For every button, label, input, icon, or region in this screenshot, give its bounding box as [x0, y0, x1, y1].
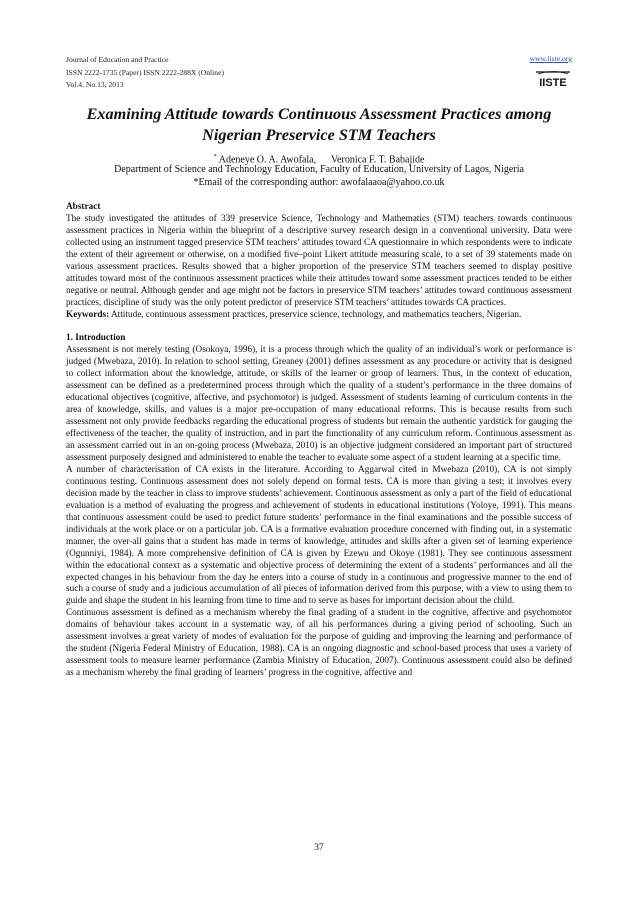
- journal-name: Journal of Education and Practice: [66, 55, 169, 64]
- author-names: Adeneye O. A. Awofala, Veronica F. T. Babajide: [218, 154, 425, 166]
- journal-issn: ISSN 2222-1735 (Paper) ISSN 2222-288X (Online): [66, 67, 224, 77]
- intro-paragraph: Continuous assessment is defined as a mechanism whereby the final grading of a student in the cognitive, affective and psychomotor domains of behaviour takes account in a systematic way, of all his performances during a giving period of schooling. Such an assessment involves a great variety of modes of evaluation for the purpose of guiding and improving the learning and performance of the student (Nigeria Federal Ministry of Education, 1988). CA is an ongoing diagnostic and school-based process that uses a variety of assessment tools to measure learner performance (Zambia Ministry of Education, 2007). Continuous assessment could also be defined as a mechanism whereby the final grading of learners’ progress in the cognitive, affective and: [66, 608, 572, 679]
- journal-website-link[interactable]: www.iiste.org: [529, 54, 572, 63]
- intro-paragraph: Assessment is not merely testing (Osokoya, 1996), it is a process through which the quality of an individual’s work or performance is judged (Mwebaza, 2010). In relation to school setting, Greaney (2001) defines assessment as any procedure or activity that is designed to collect information about the knowledge, attitude, or skills of the learner or group of learners. Thus, in the context of education, assessment can be defined as a predetermined process through which the quality of a student’s performance in the three domains of educational objectives (cognitive, affective, and psychomotor) is judged. Assessment of students learning of curriculum contents in the area of knowledge, skills, and values is a major pre-occupation of many educational reforms. This is because results from such assessment not only provide feedbacks regarding the educational progress of students but remain the authentic yardstick for gauging the effectiveness of the teacher, the quality of instruction, and in part the functionality of any curriculum reform. Continuous assessment as an assessment carried out in an on-going process (Mwebaza, 2010) is an objective judgment considered an important part of structured assessment purposely designed and administered to enable the teacher to evaluate some aspect of a student learning at a specific time.: [66, 345, 572, 463]
- keywords: [66, 310, 572, 322]
- corresponding-email: *Email of the corresponding author: awofalaaoa@yahoo.co.uk: [193, 177, 445, 188]
- page-number: 37: [314, 843, 324, 853]
- journal-header: [66, 54, 224, 92]
- keywords-text: Attitude, continuous assessment practices, preservice science, technology, and mathematics teachers, Nigerian.: [110, 309, 522, 320]
- corresponding-marker: *: [213, 153, 217, 160]
- introduction-heading: 1. Introduction: [66, 333, 126, 344]
- paper-title: Examining Attitude towards Continuous Assessment Practices among Nigerian Preservice STM Teachers: [86, 105, 552, 144]
- paper-body: [66, 202, 572, 680]
- abstract-heading: Abstract: [66, 202, 101, 212]
- iiste-logo: [534, 69, 572, 89]
- affiliation: Department of Science and Technology Education, Faculty of Education, University of Lagos, Nigeria: [114, 164, 524, 175]
- keywords-label: Keywords:: [66, 309, 110, 320]
- journal-volume: Vol.4, No.13, 2013: [66, 80, 124, 89]
- logo-text: IISTE: [539, 77, 567, 89]
- abstract-text: The study investigated the attitudes of 339 preservice Science, Technology and Mathematics (STM) teachers towards continuous assessment practices in Nigeria within the blueprint of a descriptive survey research design in a conventional university. Data were collected using an instrument tagged preservice STM teachers’ attitudes toward CA questionnaire in which respondents were to indicate the extent of their agreement or otherwise, on a modified five–point Likert attitude measuring scale, to a set of 39 statements made on various assessment practices. Results showed that a higher proportion of the preservice STM teachers seemed to display positive attitudes toward most of the continuous assessment practices while their attitudes toward some assessment practices tended to be either negative or neutral. Although gender and age might not be factors in preservice STM teachers’ attitudes toward continuous assessment practices, discipline of study was the only potent predictor of preservice STM teachers’ attitudes towards CA practices.: [66, 213, 572, 308]
- intro-paragraph: A number of characterisation of CA exists in the literature. According to Aggarwal cited in Mwebaza (2010), CA is not simply continuous testing. Continuous assessment does not solely depend on formal tests. CA is more than giving a test; it involves every decision made by the teacher in class to improve students’ achievement. Continuous assessment as only a part of the field of educational evaluation is a method of evaluating the progress and achievement of students in educational institutions (Yoloye, 1991). This means that continuous assessment could be used to predict future students’ performance in the final examinations and the possible success of individuals at the work place or on a particular job. CA is a formative evaluation procedure concerned with finding out, in a systematic manner, the over-all gains that a student has made in terms of knowledge, attitudes and skills after a given set of learning experience (Ogunniyi, 1984). A more comprehensive definition of CA is given by Ezewu and Okoye (1981). They see continuous assessment within the educational context as a systematic and objective process of determining the extent of a students’ performances and all the expected changes in his behaviour from the day he enters into a course of study in a continuous and progressive manner to the end of such a course of study and a judicious accumulation of all pieces of information derived from this purpose, with a view to using them to guide and shape the student in his learning from time to time and to serve as bases for important decision about the child.: [66, 464, 572, 607]
